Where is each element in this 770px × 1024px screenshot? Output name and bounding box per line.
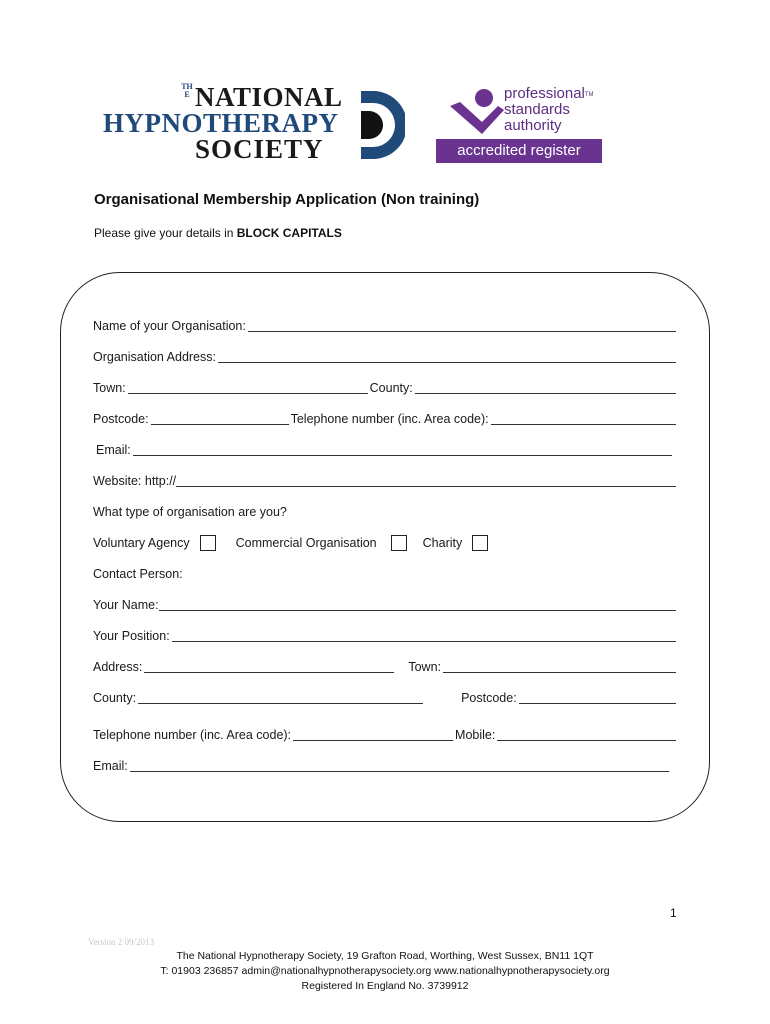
footer-address: The National Hypnotherapy Society, 19 Grafton Road, Worthing, West Sussex, BN11 1QT (176, 950, 594, 962)
nhs-logo-line3: SOCIETY (195, 134, 324, 164)
page-number: 1 (670, 906, 677, 920)
page-title: Organisational Membership Application (Non training) (94, 191, 480, 208)
footer-registration: Registered In England No. 3739912 (301, 980, 469, 992)
contact-county-postcode-row (93, 690, 678, 706)
org-name-label: Name of your Organisation: (93, 319, 246, 333)
contact-address-field[interactable] (144, 660, 394, 673)
org-town-label: Town: (93, 381, 126, 395)
contact-telephone-field[interactable] (293, 728, 453, 741)
org-website-row (93, 473, 678, 489)
org-town-county-row (93, 380, 678, 396)
org-county-label: County: (369, 381, 413, 395)
nhs-logo-line1: NATIONAL (195, 82, 343, 112)
contact-email-field[interactable] (130, 759, 669, 772)
contact-email-row (93, 758, 671, 774)
option-commercial-label: Commercial Organisation (235, 536, 377, 550)
footer-contact: T: 01903 236857 admin@nationalhypnotherapysociety.org www.nationalhypnotherapysociety.org (160, 965, 610, 977)
org-type-question-row (93, 504, 678, 520)
contact-phone-mobile-row (93, 727, 678, 743)
commercial-organisation-checkbox[interactable] (391, 535, 407, 551)
your-position-field[interactable] (172, 629, 676, 642)
org-name-field[interactable] (248, 319, 676, 332)
contact-address-town-row (93, 659, 678, 675)
contact-mobile-field[interactable] (497, 728, 676, 741)
contact-mobile-label: Mobile: (455, 728, 496, 742)
org-postcode-field[interactable] (151, 412, 289, 425)
org-telephone-label: Telephone number (inc. Area code): (290, 412, 489, 426)
instruction-text: Please give your details in BLOCK CAPITALS (94, 226, 342, 240)
nhs-logo (103, 83, 403, 165)
contact-person-row (93, 566, 678, 582)
contact-email-label: Email: (93, 759, 128, 773)
org-email-field[interactable] (133, 443, 672, 456)
contact-county-field[interactable] (138, 691, 423, 704)
org-address-field[interactable] (218, 350, 676, 363)
version-watermark: Version 2 09/2013 (88, 937, 154, 947)
org-county-field[interactable] (415, 381, 676, 394)
your-name-row (93, 597, 678, 613)
org-postcode-label: Postcode: (93, 412, 149, 426)
voluntary-agency-checkbox[interactable] (200, 535, 216, 551)
org-town-field[interactable] (128, 381, 368, 394)
org-website-field[interactable] (176, 474, 676, 487)
contact-postcode-label: Postcode: (461, 691, 517, 705)
nhs-logo-line2: HYPNOTHERAPY (103, 108, 339, 138)
your-position-row (93, 628, 678, 644)
your-name-label: Your Name: (93, 598, 159, 612)
contact-person-heading: Contact Person: (93, 567, 183, 581)
org-address-row (93, 349, 678, 365)
your-position-label: Your Position: (93, 629, 170, 643)
psa-accredited-band: accredited register (436, 139, 602, 163)
your-name-field[interactable] (159, 598, 676, 611)
org-name-row (93, 318, 678, 334)
contact-town-field[interactable] (443, 660, 676, 673)
option-charity-label: Charity (422, 536, 463, 550)
contact-postcode-field[interactable] (519, 691, 676, 704)
contact-town-label: Town: (408, 660, 441, 674)
charity-checkbox[interactable] (472, 535, 488, 551)
org-type-options-row (93, 535, 678, 551)
org-address-label: Organisation Address: (93, 350, 216, 364)
psa-figure-icon (446, 88, 504, 136)
org-type-question: What type of organisation are you? (93, 505, 287, 519)
psa-logo (436, 84, 604, 164)
option-voluntary-label: Voluntary Agency (93, 536, 190, 550)
org-website-label: Website: http:// (93, 474, 177, 488)
org-postcode-phone-row (93, 411, 678, 427)
org-email-row (96, 442, 674, 458)
nhs-d-mark-icon (355, 87, 405, 163)
nhs-logo-the: THE (181, 82, 193, 99)
org-telephone-field[interactable] (491, 412, 676, 425)
contact-county-label: County: (93, 691, 137, 705)
psa-wordmark: professional™ standards authority (504, 85, 594, 134)
contact-address-label: Address: (93, 660, 143, 674)
contact-telephone-label: Telephone number (inc. Area code): (93, 728, 292, 742)
org-email-label: Email: (96, 443, 131, 457)
